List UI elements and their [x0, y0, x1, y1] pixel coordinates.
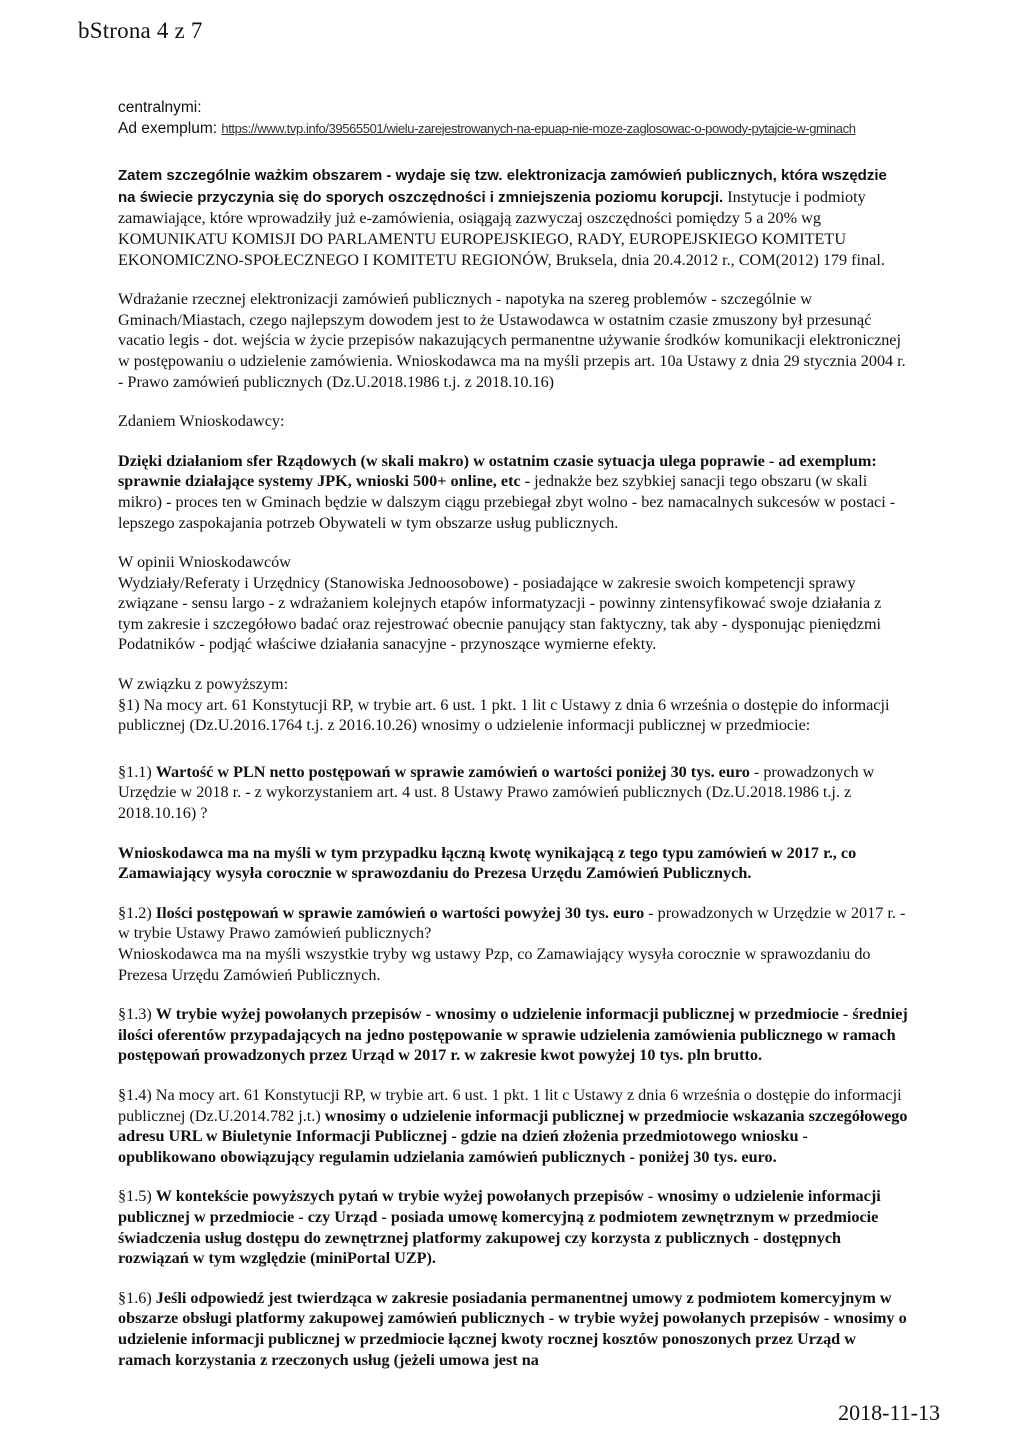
page-date: 2018-11-13 — [838, 1400, 940, 1425]
paragraph-zdaniem: Zdaniem Wnioskodawcy: — [118, 412, 285, 431]
question-1-5-number: §1.5) — [118, 1187, 156, 1206]
question-1-5 — [118, 1186, 908, 1268]
question-1-4-bold: wnosimy o udzielenie informacji publicznej w przedmiocie wskazania szczegółowego adresu URL w Biuletynie Informacji Publicznej - gdzie na dzień złożenia przedmiotowego wniosku - opublikowano obowiązujący regulamin udzielania zamówień publicznych - poniżej 30 tys. euro. — [118, 1106, 908, 1166]
question-1-1 — [118, 762, 908, 824]
paragraph-opinia — [118, 552, 908, 655]
question-1-4-number: §1.4) — [118, 1085, 156, 1104]
question-1-3-bold: W trybie wyżej powołanych przepisów - wnosimy o udzielenie informacji publicznej w przedmiocie - średniej ilości oferentów przypadających na jedno postępowanie w sprawie udzielenia zamówienia publicznego w ramach postępowań prowadzonych przez Urząd w 2017 r. w zakresie kwot powyżej 10 tys. pln brutto. — [118, 1005, 908, 1065]
centralnymi-text: centralnymi: — [118, 99, 202, 116]
ad-exemplum-label: Ad exemplum: — [118, 119, 222, 137]
opinia-text: Wydziały/Referaty i Urzędnicy (Stanowiska Jednoosobowe) - posiadające w zakresie swoich kompetencji sprawy związane - sensu largo - z wdrażaniem kolejnych etapów informatyzacji - powinny zintensyfikować swoje działania z tym zakresie i szczegółowo badać oraz rejestrować obecnie panujący stan faktyczny, tak aby - dysponując pieniędzmi Podatników - podjąć właściwe działania sanacyjne - przynoszące wymierne efekty. — [118, 573, 882, 654]
question-1-4-text: Na mocy art. 61 Konstytucji RP, w trybie art. 6 ust. 1 pkt. 1 lit c Ustawy z dnia 6 września o dostępie do informacji publicznej (Dz.U.2014.782 j.t.) — [118, 1085, 902, 1125]
question-1-2-text: - prowadzonych w Urzędzie w 2017 r. - w trybie Ustawy Prawo zamówień publicznych? — [118, 903, 906, 943]
question-1-1-note: Wnioskodawca ma na myśli w tym przypadku łączną kwotę wynikającą z tego typu zamówień w 2017 r., co Zamawiający wysyła corocznie w sprawozdaniu do Prezesa Urzędu Zamówień Publicznych. — [118, 843, 857, 883]
question-1-2 — [118, 903, 908, 985]
question-1-2-note: Wnioskodawca ma na myśli wszystkie tryby wg ustawy Pzp, co Zamawiający wysyła corocznie w sprawozdaniu do Prezesa Urzędu Zamówień Publicznych. — [118, 945, 871, 984]
paragraph-centralnymi — [118, 98, 908, 139]
question-1-2-bold: Ilości postępowań w sprawie zamówień o wartości powyżej 30 tys. euro — [155, 903, 645, 922]
question-1-1-bold: Wartość w PLN netto postępowań w sprawie zamówień o wartości poniżej 30 tys. euro — [155, 762, 750, 781]
tvp-link[interactable]: https://www.tvp.info/39565501/wielu-zarejestrowanych-na-epuap-nie-moze-zaglosowac-o-powody-pytajcie-w-gminach — [221, 120, 856, 136]
paragraph-w-zwiazku — [118, 674, 908, 736]
question-1-6-number: §1.6) — [118, 1288, 156, 1307]
question-1-5-bold: W kontekście powyższych pytań w trybie wyżej powołanych przepisów - wnosimy o udzielenie informacji publicznej w przedmiocie - czy Urząd - posiada umowę komercyjną z podmiotem zewnętrznym w przedmiocie świadczenia usług dostępu do zewnętrznej platformy zakupowej czy korzysta z publicznych - dostępnych rozwiązań w tym względzie (miniPortal UZP). — [118, 1187, 881, 1268]
paragraph-dzieki — [118, 451, 908, 533]
question-1-4 — [118, 1085, 908, 1167]
dzieki-bold-text: Dzięki działaniom sfer Rządowych (w skali makro) w ostatnim czasie sytuacja ulega poprawie - ad exemplum: sprawnie działające systemy JPK, wnioski 500+ online, etc - — [118, 451, 877, 491]
dzieki-text: jednakże bez szybkiej sanacji tego obszaru (w skali mikro) - proces ten w Gminach będzie w dalszym ciągu przebiegał zbyt wolno - bez namacalnych sukcesów w postaci - lepszego zaspokajania potrzeb Obywateli w tym obszarze usług publicznych. — [118, 472, 896, 532]
question-1-3 — [118, 1004, 908, 1066]
page-header: bStrona 4 z 7 — [78, 18, 203, 43]
question-1-6 — [118, 1288, 908, 1370]
w-zwiazku-heading: W związku z powyższym: — [118, 675, 289, 694]
question-1-6-bold: Jeśli odpowiedź jest twierdząca w zakresie posiadania permanentnej umowy z podmiotem komercyjnym w obszarze obsługi platformy zakupowej zamówień publicznych - w trybie wyżej powołanych przepisów - wnosimy o udzielenie informacji publicznej w przedmiocie łącznej kwoty rocznej kosztów ponoszonych przez Urząd w ramach korzystania z rzeczonych usług (jeżeli umowa jest na — [118, 1288, 907, 1369]
question-1-1-text: - prowadzonych w Urzędzie w 2018 r. - z wykorzystaniem art. 4 ust. 8 Ustawy Prawo zamówień publicznych (Dz.U.2018.1986 t.j. z 2018.10.16) ? — [118, 762, 875, 823]
question-1-3-number: §1.3) — [118, 1005, 156, 1024]
paragraph-elektronizacja — [118, 165, 908, 270]
elektronizacja-bold-text: Zatem szczególnie ważkim obszarem - wydaje się tzw. elektronizacja zamówień publicznych, która wszędzie na świecie przyczynia się do sporych oszczędności i zmniejszenia poziomu korupcji. — [118, 167, 887, 206]
question-1-1-number: §1.1) — [118, 762, 156, 781]
opinia-heading: W opinii Wnioskodawców — [118, 553, 291, 572]
question-1-2-number: §1.2) — [118, 903, 156, 922]
elektronizacja-text: Instytucje i podmioty zamawiające, które wprowadziły już e-zamówienia, osiągają zazwyczaj oszczędności pomiędzy 5 a 20% wg KOMUNIKATU KOMISJI DO PARLAMENTU EUROPEJSKIEGO, RADY, EUROPEJSKIEGO KOMITETU EKONOMICZNO-SPOŁECZNEGO I KOMITETU REGIONÓW, Bruksela, dnia 20.4.2012 r., COM(2012) 179 final. — [118, 187, 885, 269]
document-body — [118, 98, 908, 1370]
paragraph-wdrazanie: Wdrażanie rzecznej elektronizacji zamówień publicznych - napotyka na szereg problemów - szczególnie w Gminach/Miastach, czego najlepszym dowodem jest to że Ustawodawca w ostatnim czasie zmuszony był przesunąć vacatio legis - dot. wejścia w życie przepisów nakazujących permanentne używanie środków komunikacji elektronicznej w postępowaniu o udzielenie zamówienia. Wnioskodawca ma na myśli przepis art. 10a Ustawy z dnia 29 stycznia 2004 r. - Prawo zamówień publicznych (Dz.U.2018.1986 t.j. z 2018.10.16) — [118, 290, 906, 391]
section-1-text: §1) Na mocy art. 61 Konstytucji RP, w trybie art. 6 ust. 1 pkt. 1 lit c Ustawy z dnia 6 września o dostępie do informacji publicznej (Dz.U.2016.1764 t.j. z 2016.10.26) wnosimy o udzielenie informacji publicznej w przedmiocie: — [118, 695, 890, 735]
